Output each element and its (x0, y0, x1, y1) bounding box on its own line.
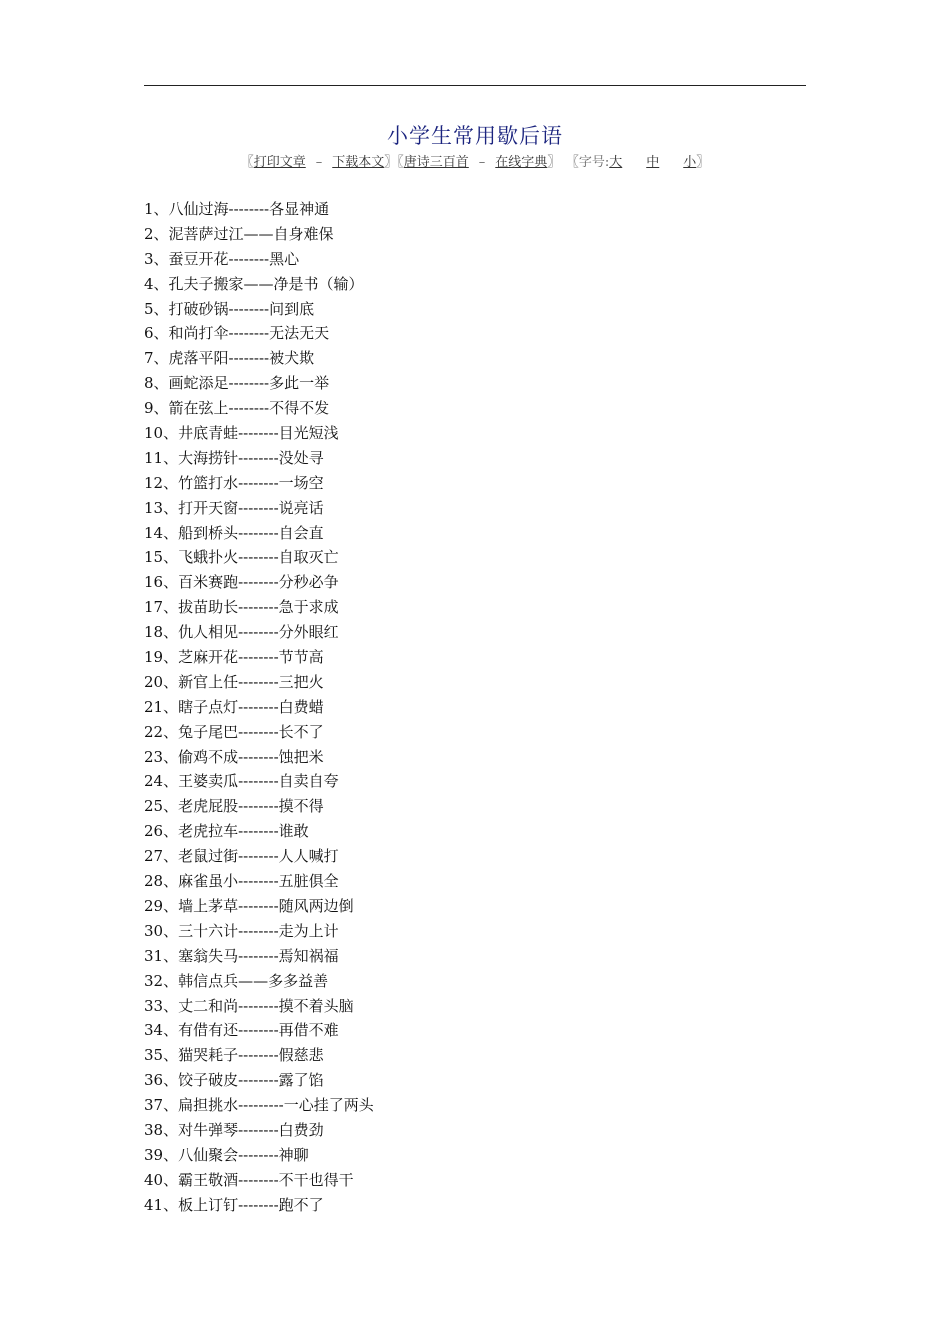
saying-item: 19、芝麻开花--------节节高 (144, 648, 324, 667)
saying-item: 27、老鼠过街--------人人喊打 (144, 847, 339, 866)
saying-item: 34、有借有还--------再借不难 (144, 1021, 339, 1040)
bracket-close: 〗 (696, 155, 710, 170)
saying-item: 28、麻雀虽小--------五脏俱全 (144, 872, 339, 891)
saying-item: 20、新官上任--------三把火 (144, 672, 324, 691)
saying-item: 3、蚕豆开花--------黑心 (144, 249, 300, 268)
sayings-list (144, 197, 806, 1218)
saying-item: 10、井底青蛙--------目光短浅 (144, 424, 339, 443)
saying-item: 12、竹篮打水--------一场空 (144, 473, 324, 492)
saying-item: 36、饺子破皮--------露了馅 (144, 1071, 324, 1090)
bracket-mid: 〗〖 (384, 155, 404, 170)
saying-item: 18、仇人相见--------分外眼红 (144, 623, 339, 642)
online-dictionary-link[interactable]: 在线字典 (495, 155, 548, 170)
font-size-large-link[interactable]: 大 (609, 155, 623, 170)
saying-item: 29、墙上茅草--------随风两边倒 (144, 896, 354, 915)
article-links-bar (144, 151, 806, 170)
separator-dash: – (478, 155, 486, 170)
saying-item: 26、老虎拉车--------谁敢 (144, 822, 309, 841)
saying-item: 31、塞翁失马--------焉知祸福 (144, 946, 339, 965)
saying-item: 14、船到桥头--------自会直 (144, 523, 324, 542)
page-title: 小学生常用歇后语 (387, 124, 563, 148)
saying-item: 24、王婆卖瓜--------自卖自夸 (144, 772, 339, 791)
font-size-label: 〖字号: (572, 155, 610, 170)
saying-item: 25、老虎屁股--------摸不得 (144, 797, 324, 816)
saying-item: 2、泥菩萨过江——自身难保 (144, 224, 334, 243)
saying-item: 5、打破砂锅--------问到底 (144, 299, 315, 318)
saying-item: 30、三十六计--------走为上计 (144, 921, 339, 940)
font-size-small-link[interactable]: 小 (683, 155, 697, 170)
saying-item: 6、和尚打伞--------无法无天 (144, 324, 330, 343)
saying-item: 21、瞎子点灯--------白费蜡 (144, 697, 324, 716)
saying-item: 41、板上订钉--------跑不了 (144, 1195, 324, 1214)
saying-item: 23、偷鸡不成--------蚀把米 (144, 747, 324, 766)
saying-item: 40、霸王敬酒--------不干也得干 (144, 1170, 354, 1189)
tang-poems-link[interactable]: 唐诗三百首 (403, 155, 469, 170)
saying-item: 1、八仙过海--------各显神通 (144, 200, 330, 218)
bracket-close: 〗 (547, 155, 561, 170)
saying-item: 17、拔苗助长--------急于求成 (144, 598, 339, 617)
saying-item: 8、画蛇添足--------多此一举 (144, 374, 330, 393)
saying-item: 33、丈二和尚--------摸不着头脑 (144, 996, 354, 1015)
font-size-medium-link[interactable]: 中 (646, 155, 660, 170)
bracket-open: 〖 (240, 155, 254, 170)
download-article-link[interactable]: 下载本文 (332, 155, 385, 170)
top-divider (144, 85, 806, 86)
saying-item: 13、打开天窗--------说亮话 (144, 498, 324, 517)
separator-dash: – (315, 155, 323, 170)
saying-item: 22、兔子尾巴--------长不了 (144, 722, 324, 741)
saying-item: 16、百米赛跑--------分秒必争 (144, 573, 339, 592)
saying-item: 37、扁担挑水---------一心挂了两头 (144, 1096, 374, 1115)
saying-item: 7、虎落平阳--------被犬欺 (144, 349, 315, 368)
saying-item: 35、猫哭耗子--------假慈悲 (144, 1046, 324, 1065)
saying-item: 38、对牛弹琴--------白费劲 (144, 1120, 324, 1139)
saying-item: 32、韩信点兵——多多益善 (144, 971, 329, 990)
saying-item: 11、大海捞针--------没处寻 (144, 448, 324, 467)
print-article-link[interactable]: 打印文章 (253, 155, 306, 170)
saying-item: 15、飞蛾扑火--------自取灭亡 (144, 548, 339, 567)
saying-item: 9、箭在弦上--------不得不发 (144, 399, 330, 418)
saying-item: 4、孔夫子搬家——净是书（输） (144, 274, 364, 293)
saying-item: 39、八仙聚会--------神聊 (144, 1145, 309, 1164)
